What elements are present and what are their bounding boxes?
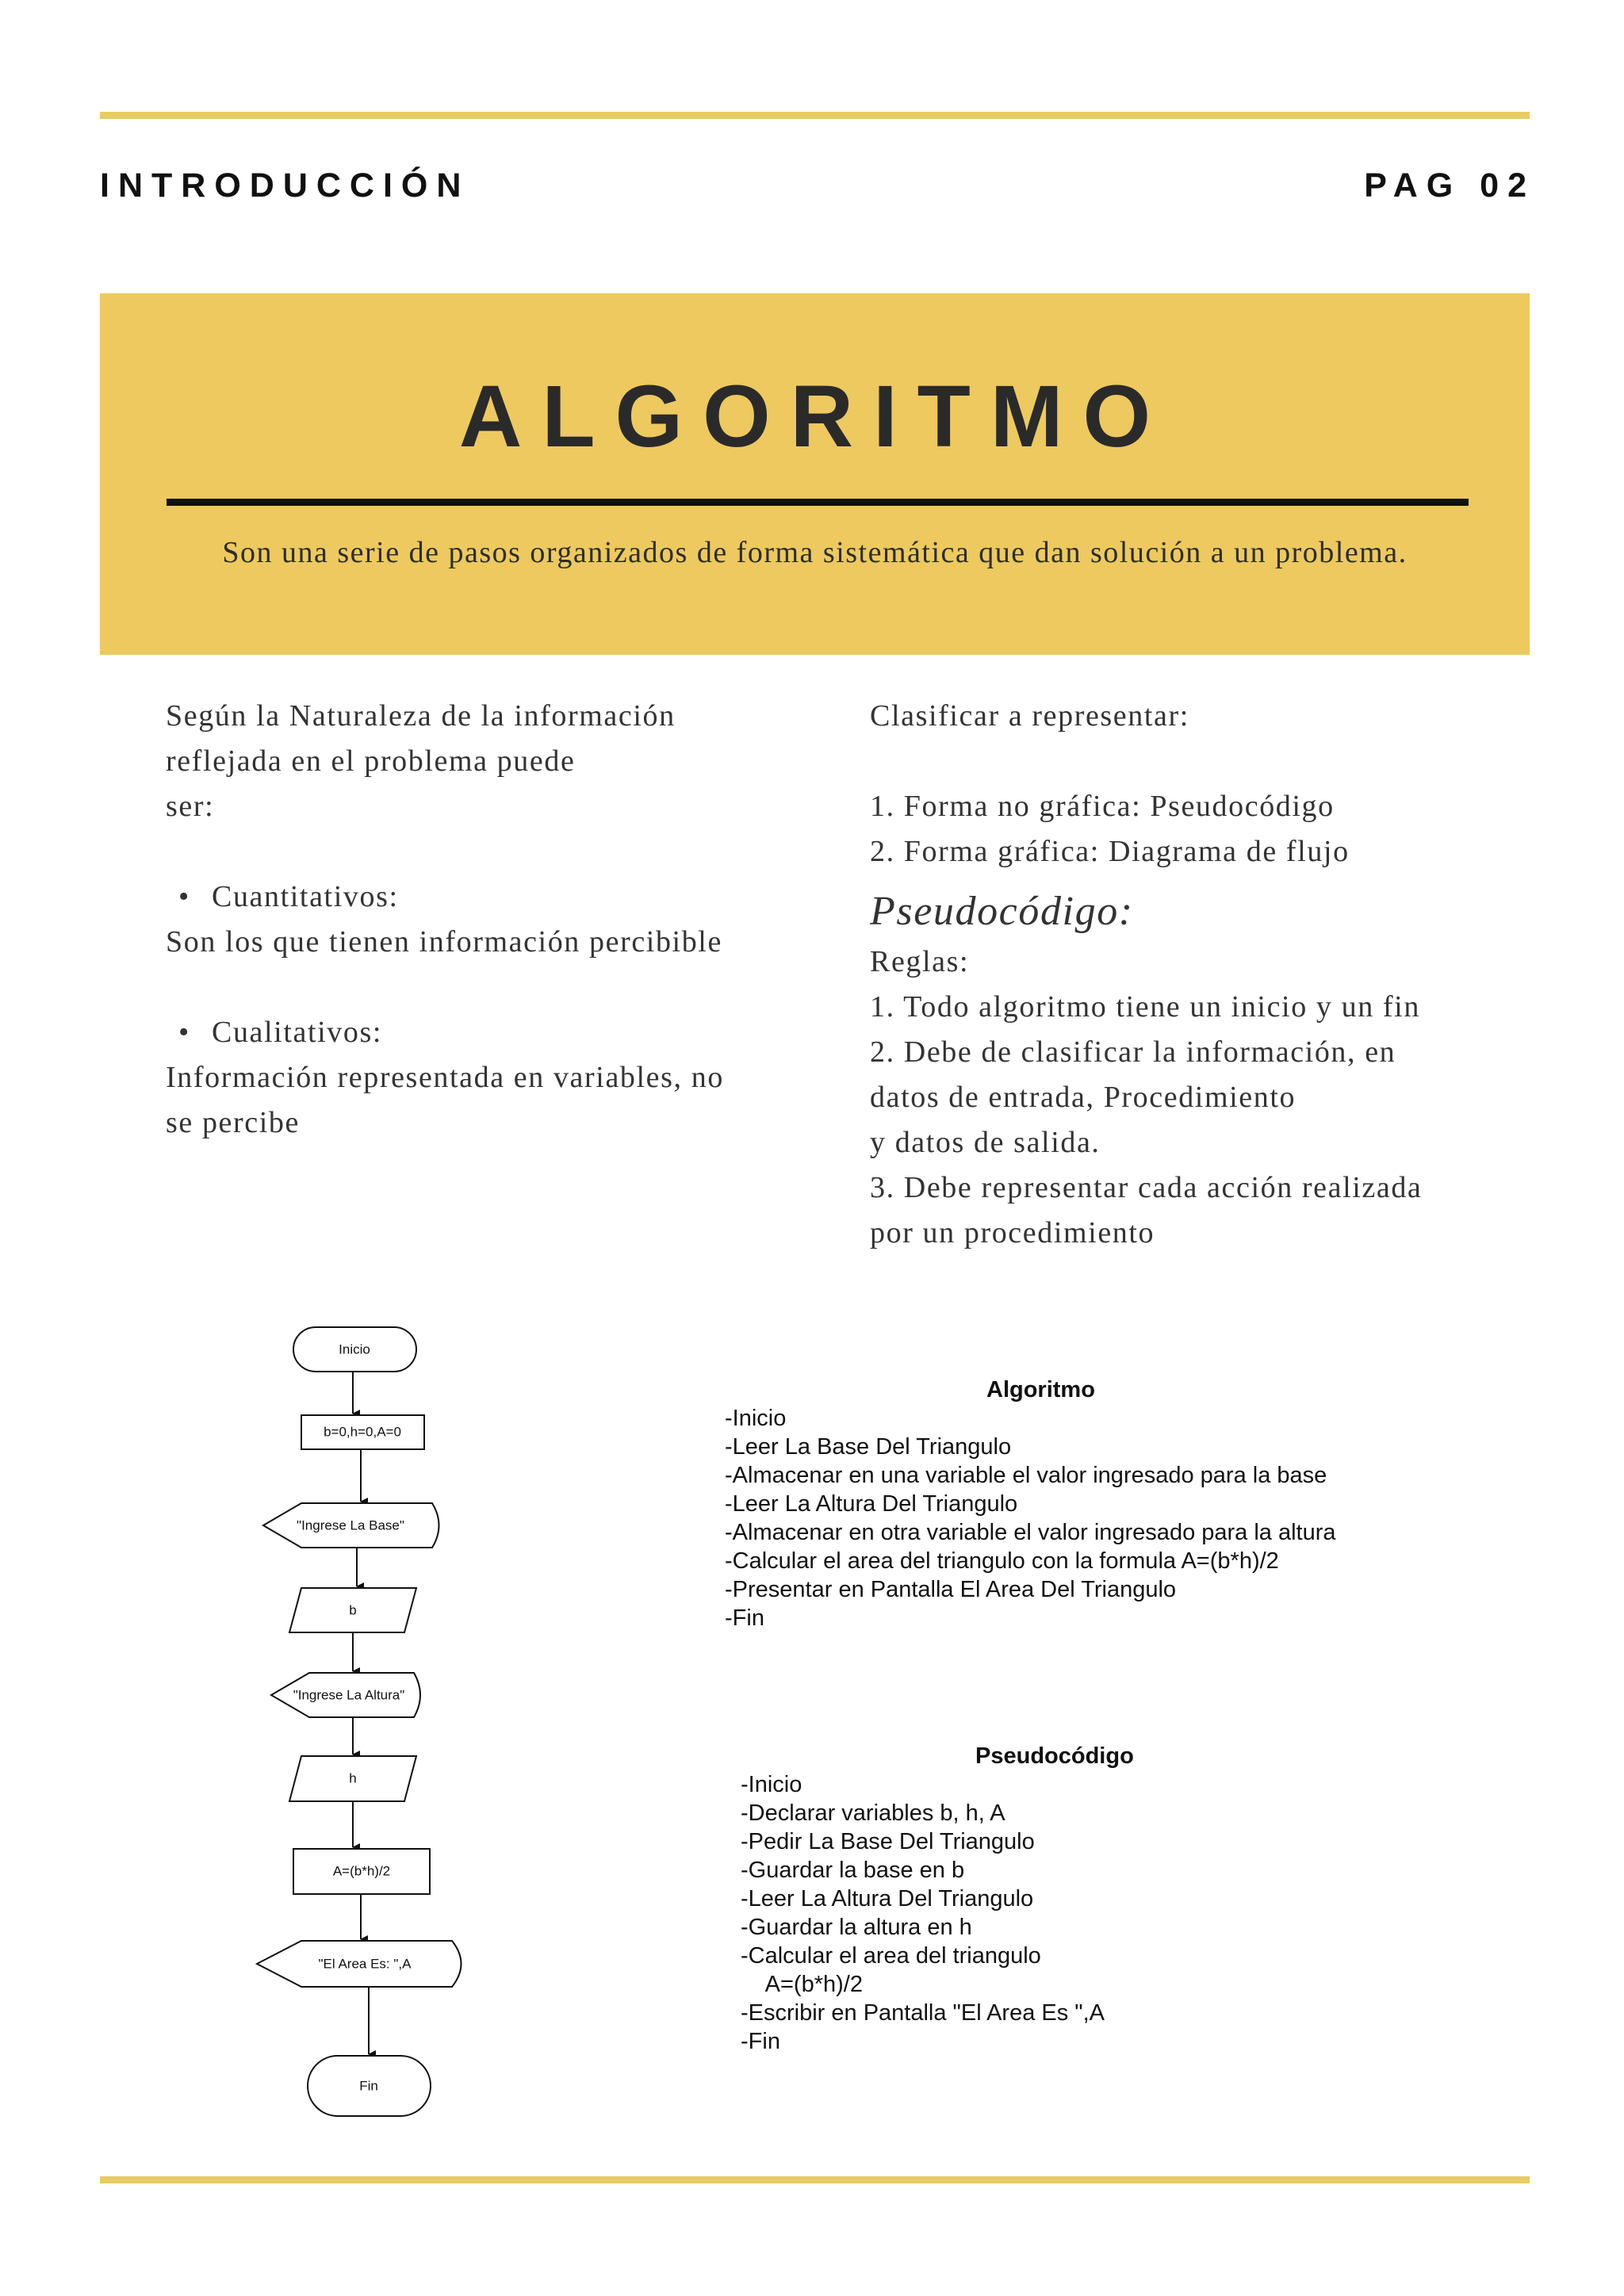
bullet-cuantitativos: • Cuantitativos: (166, 874, 800, 920)
title-underline (167, 499, 1469, 506)
cuantitativos-text: Son los que tienen información percibible (166, 925, 722, 959)
bottom-rule (100, 2176, 1530, 2183)
forms-list: 1. Forma no gráfica: Pseudocódigo 2. Forma gráfica: Diagrama de flujo (870, 790, 1350, 868)
init-label: b=0,h=0,A=0 (324, 1424, 401, 1440)
start-label: Inicio (339, 1341, 370, 1357)
left-column (166, 694, 800, 1146)
classify-heading: Clasificar a representar: (870, 699, 1189, 733)
pseudocode-heading: Pseudocódigo: (870, 889, 1134, 934)
definition-text: Son una serie de pasos organizados de forma sistemática que dan solución a un problema. (222, 536, 1408, 569)
pseudocode-steps: -Inicio -Declarar variables b, h, A -Pedir La Base Del Triangulo -Guardar la base en b -Leer La Altura Del Triangulo -Guardar la altura en h -Calcular el area del triangulo A=(b*h)/2 -Escribir en Pantalla "El Area Es ",A -Fin (741, 1772, 1105, 2054)
compute-label: A=(b*h)/2 (332, 1863, 391, 1879)
right-column (870, 694, 1504, 1256)
end-label: Fin (359, 2078, 378, 2094)
section-title: INTRODUCCIÓN (100, 166, 470, 205)
prompt-base-label: "Ingrese La Base" (297, 1517, 404, 1533)
read-base-label: b (349, 1602, 357, 1618)
flowchart (238, 1324, 500, 2133)
prompt-height-label: "Ingrese La Altura" (293, 1687, 405, 1703)
algorithm-title: Algoritmo (986, 1377, 1095, 1402)
algorithm-block (725, 1376, 1518, 1637)
pseudocode-block (741, 1742, 1534, 2075)
page-number: PAG 02 (1364, 166, 1535, 205)
algorithm-steps: -Inicio -Leer La Base Del Triangulo -Almacenar en una variable el valor ingresado para la base -Leer La Altura Del Triangulo -Almacenar en otra variable el valor ingresado para la altura -Calcular el area del triangulo con la formula A=(b*h)/2 -Presentar en Pantalla El Area Del Triangulo -Fin (725, 1406, 1336, 1631)
title-banner (100, 293, 1530, 655)
top-rule (100, 112, 1530, 119)
pseudocode-title: Pseudocódigo (975, 1743, 1134, 1769)
cualitativos-text: Información representada en variables, no se percibe (166, 1061, 724, 1139)
read-height-label: h (349, 1770, 357, 1786)
rules-list: Reglas: 1. Todo algoritmo tiene un inicio y un fin 2. Debe de clasificar la información, en datos de entrada, Procedimiento y datos de salida. 3. Debe representar cada acción realizada por un procedimiento (870, 945, 1423, 1249)
output-label: "El Area Es: ",A (318, 1956, 412, 1972)
nature-intro: Según la Naturaleza de la información reflejada en el problema puede ser: (166, 699, 676, 823)
page-title: ALGORITMO (458, 368, 1171, 465)
bullet-cualitativos: • Cualitativos: (166, 1010, 800, 1055)
